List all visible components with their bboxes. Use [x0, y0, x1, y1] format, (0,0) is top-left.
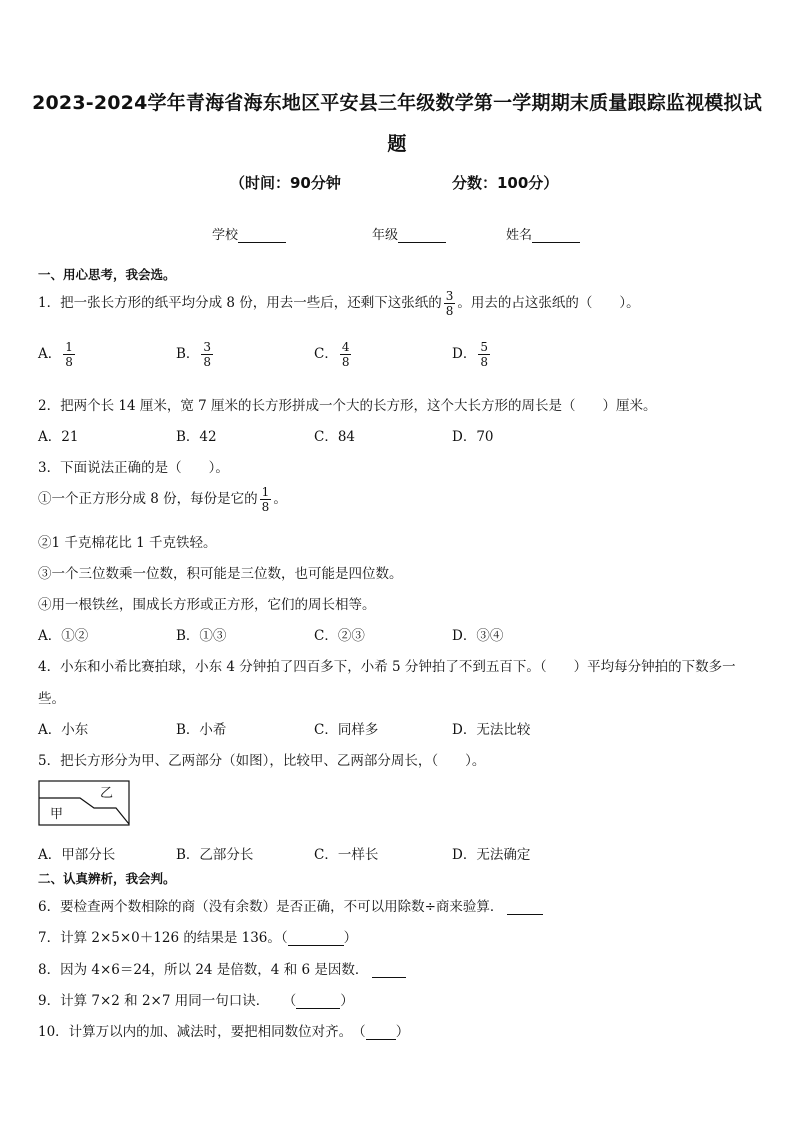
q1-text-b: 。用去的占这张纸的（ ）。 [457, 295, 640, 311]
q5-option-a: A．甲部分长 [38, 847, 116, 863]
q1-option-c [314, 340, 353, 369]
q10-text: 10．计算万以内的加、减法时，要把相同数位对齐。 （ [38, 1024, 366, 1040]
q1-option-a-den: 8 [65, 355, 73, 369]
q5-label-jia: 甲 [50, 807, 64, 822]
question-1 [38, 289, 640, 318]
q7-text-end: ） [343, 930, 358, 946]
q7-text: 7．计算 2×5×0＋126 的结果是 136。（ [38, 930, 288, 946]
q1-frac-den: 8 [445, 304, 454, 318]
q1-option-a-label: A． [38, 346, 62, 362]
q1-option-b-num: 3 [203, 340, 212, 354]
section-2-heading: 二、认真辨析，我会判。 [38, 871, 176, 886]
grade-label: 年级 [372, 228, 399, 243]
q3-statement-4: ④用一根铁丝，围成长方形或正方形，它们的周长相等。 [38, 597, 376, 613]
q1-option-c-num: 4 [341, 340, 350, 354]
question-10 [38, 1020, 409, 1040]
q1-option-d-frac [478, 340, 490, 369]
q1-fraction [444, 289, 456, 318]
q6-answer-blank[interactable] [507, 900, 543, 915]
q3-option-b: B．①③ [176, 628, 227, 644]
question-4-line1: 4．小东和小希比赛拍球，小东 4 分钟拍了四百多下，小希 5 分钟拍了不到五百下。（ ）平均每分钟拍的下数多一 [38, 659, 736, 675]
q2-option-d: D．70 [452, 429, 494, 445]
q3-option-c: C．②③ [314, 628, 365, 644]
school-field [212, 224, 286, 243]
q1-option-a [38, 340, 77, 369]
q1-option-d [452, 340, 492, 369]
q9-text-end: ） [340, 993, 354, 1009]
q5-label-yi: 乙 [100, 786, 114, 801]
q1-option-d-num: 5 [480, 340, 488, 354]
q7-answer-blank[interactable] [288, 931, 344, 946]
q4-option-d: D．无法比较 [452, 722, 531, 738]
q4-option-b: B．小希 [176, 722, 227, 738]
q1-option-b [176, 340, 215, 369]
section-1-heading: 一、用心思考，我会选。 [38, 267, 176, 282]
exam-score: 分数：100分） [452, 174, 559, 192]
q10-text-end: ） [395, 1024, 410, 1040]
q3-s1-den: 8 [261, 500, 270, 514]
q1-option-a-frac [63, 340, 75, 369]
q3-statement-3: ③一个三位数乘一位数，积可能是三位数，也可能是四位数。 [38, 566, 403, 582]
q1-option-b-frac [201, 340, 213, 369]
q3-option-a: A．①② [38, 628, 89, 644]
q1-text-a: 1．把一张长方形的纸平均分成 8 份，用去一些后，还剩下这张纸的 [38, 295, 442, 311]
q5-option-c: C．一样长 [314, 847, 379, 863]
q1-option-c-frac [340, 340, 352, 369]
question-4-line2: 些。 [38, 691, 65, 707]
q6-text: 6．要检查两个数相除的商（没有余数）是否正确，不可以用除数÷商来验算． [38, 899, 504, 915]
q3-statement-1-text: ①一个正方形分成 8 份，每份是它的 [38, 491, 258, 507]
q8-text: 8．因为 4×6＝24，所以 24 是倍数，4 和 6 是因数． [38, 962, 369, 978]
question-5: 5．把长方形分为甲、乙两部分（如图），比较甲、乙两部分周长，（ ）。 [38, 753, 486, 769]
q9-text: 9．计算 7×2 和 2×7 用同一句口诀． （ [38, 993, 297, 1009]
q1-option-c-den: 8 [341, 355, 350, 369]
question-6 [38, 895, 543, 915]
q1-option-d-label: D． [452, 346, 477, 362]
question-3: 3．下面说法正确的是（ ）。 [38, 460, 229, 476]
q1-option-d-den: 8 [480, 355, 488, 369]
q9-answer-blank[interactable] [296, 994, 340, 1009]
grade-field [372, 224, 446, 243]
name-blank [532, 228, 580, 243]
q2-option-c: C．84 [314, 429, 356, 445]
q2-option-b: B．42 [176, 429, 217, 445]
q8-answer-blank[interactable] [372, 963, 406, 978]
exam-time: （时间：90分钟 [230, 174, 341, 192]
q3-option-d: D．③④ [452, 628, 504, 644]
q1-option-b-den: 8 [203, 355, 212, 369]
q5-option-b: B．乙部分长 [176, 847, 254, 863]
q1-option-a-num: 1 [65, 340, 73, 354]
name-field [506, 224, 580, 243]
question-8 [38, 958, 406, 978]
q3-statement-1-end: 。 [273, 491, 287, 507]
name-label: 姓名 [506, 228, 533, 243]
question-2: 2．把两个长 14 厘米，宽 7 厘米的长方形拼成一个大的长方形，这个大长方形的周长是（ ）厘米。 [38, 398, 657, 414]
q3-statement-1 [38, 485, 287, 514]
q5-option-d: D．无法确定 [452, 847, 531, 863]
question-9 [38, 989, 354, 1009]
q10-answer-blank[interactable] [366, 1025, 396, 1040]
school-label: 学校 [212, 228, 239, 243]
question-7 [38, 926, 357, 946]
q4-option-c: C．同样多 [314, 722, 379, 738]
q5-rectangle-figure [38, 780, 130, 826]
q1-option-c-label: C． [314, 346, 338, 362]
q3-statement-2: ②1 千克棉花比 1 千克铁轻。 [38, 535, 217, 551]
q1-frac-num: 3 [445, 289, 454, 303]
grade-blank [398, 228, 446, 243]
q4-option-a: A．小东 [38, 722, 89, 738]
q3-s1-num: 1 [261, 485, 270, 499]
q2-option-a: A．21 [38, 429, 79, 445]
school-blank [238, 228, 286, 243]
q3-statement-1-frac [260, 485, 272, 514]
page-title-line1: 2023-2024学年青海省海东地区平安县三年级数学第一学期期末质量跟踪监视模拟试 [32, 92, 762, 114]
q1-option-b-label: B． [176, 346, 200, 362]
page-title-line2: 题 [387, 133, 407, 155]
